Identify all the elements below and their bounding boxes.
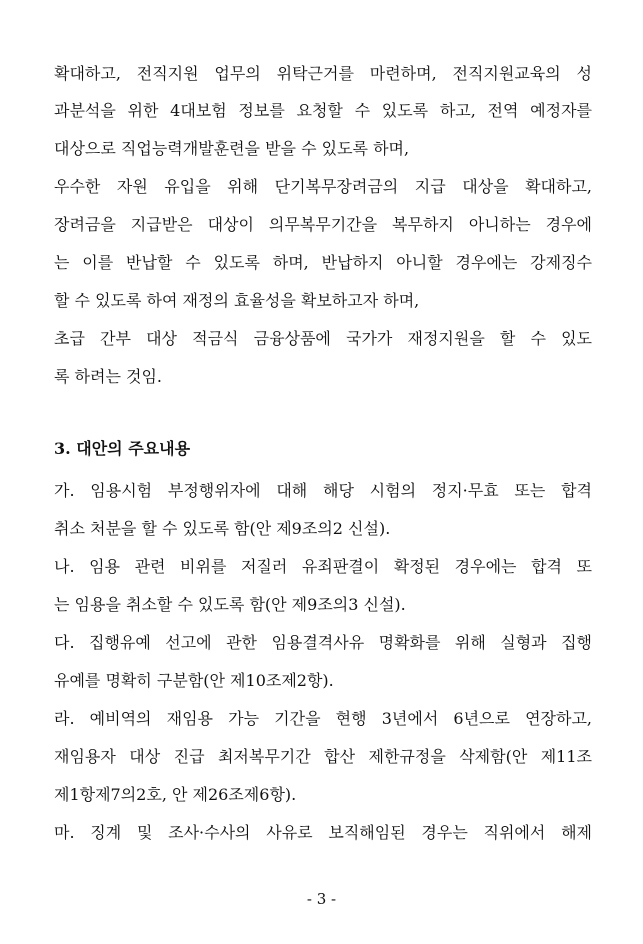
item-ra-line-3: 제1항제7의2호, 안 제26조제6항). [54, 785, 297, 804]
item-da-line-1: 다. 집행유예 선고에 관한 임용결격사유 명확화를 위해 실형과 집행 [54, 633, 592, 652]
item-da-line-2: 유예를 명확히 구분함(안 제10조제2항). [54, 671, 334, 690]
page-number: - 3 - [306, 890, 337, 908]
body-line-9: 록 하려는 것임. [54, 367, 162, 386]
item-ga-line-2: 취소 처분을 할 수 있도록 함(안 제9조의2 신설). [54, 519, 391, 538]
body-line-7: 할 수 있도록 하여 재정의 효율성을 확보하고자 하며, [54, 291, 420, 310]
body-line-5: 장려금을 지급받은 대상이 의무복무기간을 복무하지 아니하는 경우에 [54, 215, 592, 234]
item-ma-line-1: 마. 징계 및 조사·수사의 사유로 보직해임된 경우는 직위에서 해제 [54, 823, 592, 842]
body-line-3: 대상으로 직업능력개발훈련을 받을 수 있도록 하며, [54, 139, 410, 158]
body-line-2: 과분석을 위한 4대보험 정보를 요청할 수 있도록 하고, 전역 예정자를 [54, 101, 592, 120]
body-line-8: 초급 간부 대상 적금식 금융상품에 국가가 재정지원을 할 수 있도 [54, 329, 592, 348]
body-line-1: 확대하고, 전직지원 업무의 위탁근거를 마련하며, 전직지원교육의 성 [54, 64, 592, 83]
item-ga-line-1: 가. 임용시험 부정행위자에 대해 해당 시험의 정지·무효 또는 합격 [54, 481, 592, 500]
body-line-6: 는 이를 반납할 수 있도록 하며, 반납하지 아니할 경우에는 강제징수 [54, 253, 592, 272]
section-heading: 3. 대안의 주요내용 [54, 439, 191, 458]
body-line-4: 우수한 자원 유입을 위해 단기복무장려금의 지급 대상을 확대하고, [54, 177, 592, 196]
item-na-line-1: 나. 임용 관련 비위를 저질러 유죄판결이 확정된 경우에는 합격 또 [54, 557, 592, 576]
item-na-line-2: 는 임용을 취소할 수 있도록 함(안 제9조의3 신설). [54, 595, 406, 614]
item-ra-line-1: 라. 예비역의 재임용 가능 기간을 현행 3년에서 6년으로 연장하고, [54, 709, 592, 728]
item-ra-line-2: 재임용자 대상 진급 최저복무기간 합산 제한규정을 삭제함(안 제11조 [54, 747, 592, 766]
